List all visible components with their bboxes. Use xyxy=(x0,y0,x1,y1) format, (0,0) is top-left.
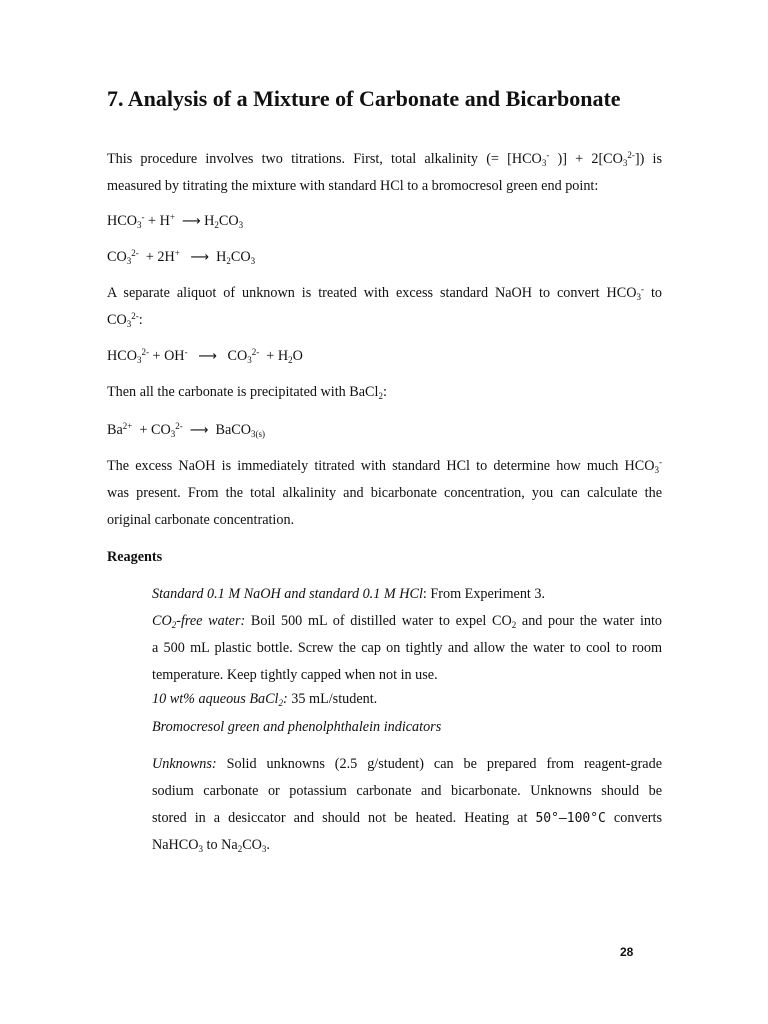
reaction-arrow: ⟶ xyxy=(190,250,210,265)
reagent-water-line-2: a 500 mL plastic bottle. Screw the cap on tightly and allow the water to cool to room xyxy=(152,640,662,656)
intro-line-1: This procedure involves two titrations. First, total alkalinity (= [$HCO_3^-$ )] + $2[CO_3^{2-}]$) is xyxy=(107,150,662,168)
excess-line-1: The excess NaOH is immediately titrated with standard HCl to determine how much $HCO_3^-$ xyxy=(107,457,662,475)
page-number: 28 xyxy=(620,945,634,959)
reagent-unknowns-line-3: stored in a desiccator and should not be heated. Heating at 50°–100°C converts xyxy=(152,810,662,826)
reagent-water-line-3: temperature. Keep tightly capped when not in use. xyxy=(152,667,438,683)
reaction-arrow: ⟶ xyxy=(181,214,201,229)
aliquot-line-1: A separate aliquot of unknown is treated with excess standard NaOH to convert $HCO_3^-$ to xyxy=(107,284,662,302)
reagent-unknowns-line-4: NaHCO$_3$ to $Na_2CO_3$. xyxy=(152,837,270,854)
equation-4: $Ba^{2+} + CO_3^{2-}$ ⟶ BaCO$_{3(s)}$ xyxy=(107,421,265,439)
equation-3: $HCO_3^{2-} + OH^-$ ⟶ $CO_3^{2-} + H_2O$ xyxy=(107,347,303,365)
reagent-unknowns-line-2: sodium carbonate or potassium carbonate and bicarbonate. Unknowns should be xyxy=(152,783,662,799)
reagent-standards: Standard 0.1 M NaOH and standard 0.1 M HCl: From Experiment 3. xyxy=(152,586,546,602)
reagent-bacl2: 10 wt% aqueous BaCl$_2$: 35 mL/student. xyxy=(152,691,378,708)
reagents-heading: Reagents xyxy=(107,549,163,565)
excess-line-3: original carbonate concentration. xyxy=(107,512,295,528)
reaction-arrow: ⟶ xyxy=(198,349,217,364)
reaction-arrow: ⟶ xyxy=(189,423,209,438)
equation-2: $CO_3^{2-} + 2H^+$ ⟶ $H_2CO_3$ xyxy=(107,248,256,266)
intro-line-2: measured by titrating the mixture with standard HCl to a bromocresol green end point: xyxy=(107,178,599,194)
reagent-indicators: Bromocresol green and phenolphthalein indicators xyxy=(152,719,442,735)
aliquot-line-2: $CO_3^{2-}$: xyxy=(107,311,143,329)
equation-1: $HCO_3^- + H^+$ ⟶ $H_2CO_3$ xyxy=(107,212,244,230)
precipitation-line: Then all the carbonate is precipitated with BaCl$_2$: xyxy=(107,384,387,401)
reagent-water-line-1: $CO_2$-free water: Boil 500 mL of distilled water to expel $CO_2$ and pour the water into xyxy=(152,613,663,630)
excess-line-2: was present. From the total alkalinity and bicarbonate concentration, you can calculate the xyxy=(107,485,662,501)
reagent-unknowns-line-1: Unknowns: Solid unknowns (2.5 g/student) can be prepared from reagent-grade xyxy=(152,756,662,772)
page-title: 7. Analysis of a Mixture of Carbonate and Bicarbonate xyxy=(107,86,621,111)
